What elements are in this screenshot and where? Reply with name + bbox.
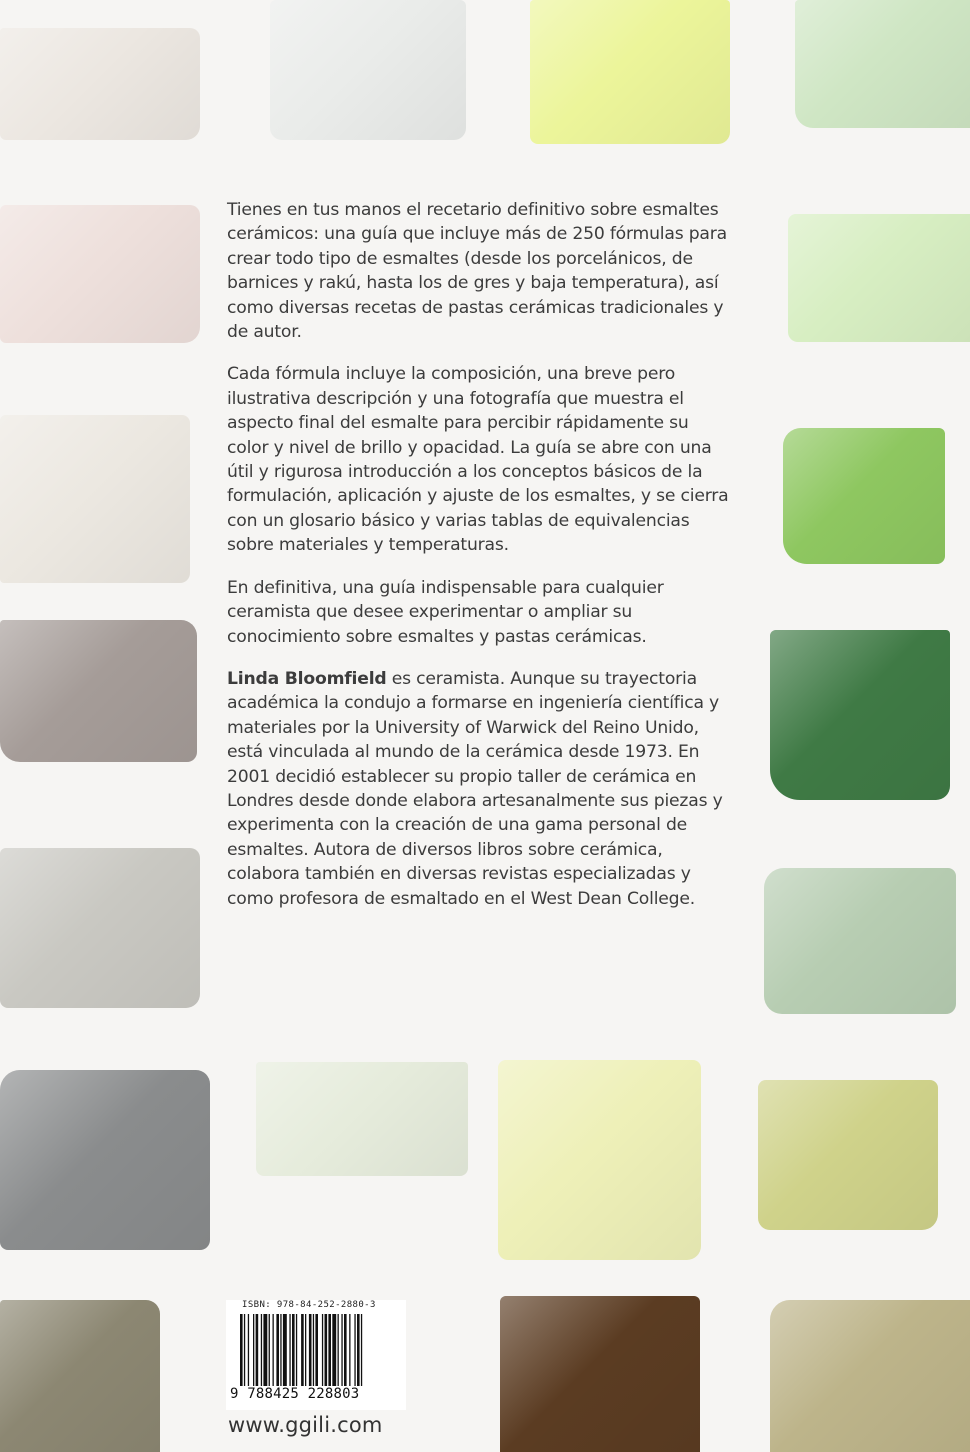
glaze-swatch	[770, 630, 950, 800]
glaze-swatch	[0, 1070, 210, 1250]
glaze-swatch	[498, 1060, 701, 1260]
barcode-bar	[357, 1314, 360, 1386]
glaze-swatch	[783, 428, 945, 564]
barcode	[226, 1300, 406, 1410]
barcode-bar	[354, 1314, 355, 1386]
barcode-bar	[338, 1314, 339, 1386]
barcode-bar	[273, 1314, 274, 1386]
glaze-swatch	[500, 1296, 700, 1452]
glaze-swatch	[0, 1300, 160, 1452]
barcode-bar	[283, 1314, 287, 1386]
glaze-swatch	[270, 0, 466, 140]
paragraph-intro: Tienes en tus manos el recetario definitivo sobre esmaltes cerámicos: una guía que incluye más de 250 fórmulas para crear todo tipo de esmaltes (desde los porcelánicos, de barnices y rakú, hasta los de gres y baja temperatura), así como diversas recetas de pastas cerámicas tradicionales y de autor.	[227, 200, 727, 343]
glaze-swatch	[788, 214, 970, 342]
barcode-bar	[296, 1314, 297, 1386]
glaze-swatch	[256, 1062, 468, 1176]
paragraph-formulas: Cada fórmula incluye la composición, una breve pero ilustrativa descripción y una fotografía que muestra el aspecto final del esmalte para percibir rápidamente su color y nivel de brillo y opacidad. La guía se abre con una útil y rigurosa introducción a los conceptos básicos de la formulación, aplicación y ajuste de los esmaltes, y se cierra con un glosario básico y varias tablas de equivalencias sobre materiales y temperaturas.	[227, 364, 729, 556]
glaze-swatch	[764, 868, 956, 1014]
glaze-swatch	[530, 0, 730, 144]
barcode-bar	[240, 1314, 243, 1386]
barcode-bar	[361, 1314, 362, 1386]
barcode-bar	[325, 1314, 328, 1386]
author-bio-text: es ceramista. Aunque su trayectoria académica la condujo a formarse en ingeniería científica y materiales por la University of Warwick del Reino Unido, está vinculada al mundo de la cerámica desde 1973. En 2001 decidió establecer su propio taller de cerámica en Londres desde donde elabora artesanalmente sus piezas y experimenta con la creación de una gama personal de esmaltes. Autora de diversos libros sobre cerámica, colabora también en diversas revistas especializadas y como profesora de esmaltado en el West Dean College.	[227, 668, 723, 909]
barcode-bar	[248, 1314, 249, 1386]
barcode-bar	[256, 1314, 259, 1386]
isbn-label: ISBN: 978-84-252-2880-3	[242, 1300, 376, 1310]
barcode-bar	[244, 1314, 245, 1386]
barcode-bar	[301, 1314, 304, 1386]
paragraph-conclusion: En definitiva, una guía indispensable para cualquier ceramista que desee experimentar o ampliar su conocimiento sobre esmaltes y pastas cerámicas.	[227, 577, 664, 647]
barcode-bar	[349, 1314, 350, 1386]
barcode-bar	[309, 1314, 312, 1386]
barcode-bar	[305, 1314, 306, 1386]
barcode-bar	[344, 1314, 347, 1386]
back-cover-text	[227, 198, 732, 929]
glaze-swatch	[0, 415, 190, 583]
barcode-bar	[292, 1314, 295, 1386]
barcode-bar	[328, 1314, 331, 1386]
author-bio	[227, 667, 732, 911]
barcode-bar	[276, 1314, 279, 1386]
barcode-bar	[263, 1314, 267, 1386]
publisher-website: www.ggili.com	[228, 1413, 383, 1437]
author-name: Linda Bloomfield	[227, 668, 387, 689]
barcode-bar	[313, 1314, 314, 1386]
glaze-swatch	[0, 848, 200, 1008]
glaze-swatch	[758, 1080, 938, 1230]
barcode-bar	[253, 1314, 254, 1386]
barcode-digits: 9 788425 228803	[230, 1386, 360, 1402]
barcode-bar	[269, 1314, 270, 1386]
barcode-bar	[289, 1314, 290, 1386]
barcode-bar	[261, 1314, 262, 1386]
barcode-bar	[322, 1314, 323, 1386]
barcode-bar	[315, 1314, 318, 1386]
glaze-swatch	[0, 205, 200, 343]
glaze-swatch	[770, 1300, 970, 1452]
barcode-bar	[332, 1314, 336, 1386]
glaze-swatch	[0, 620, 197, 762]
barcode-bars	[240, 1314, 400, 1386]
barcode-bar	[341, 1314, 342, 1386]
barcode-bar	[280, 1314, 281, 1386]
glaze-swatch	[795, 0, 970, 128]
glaze-swatch	[0, 28, 200, 140]
